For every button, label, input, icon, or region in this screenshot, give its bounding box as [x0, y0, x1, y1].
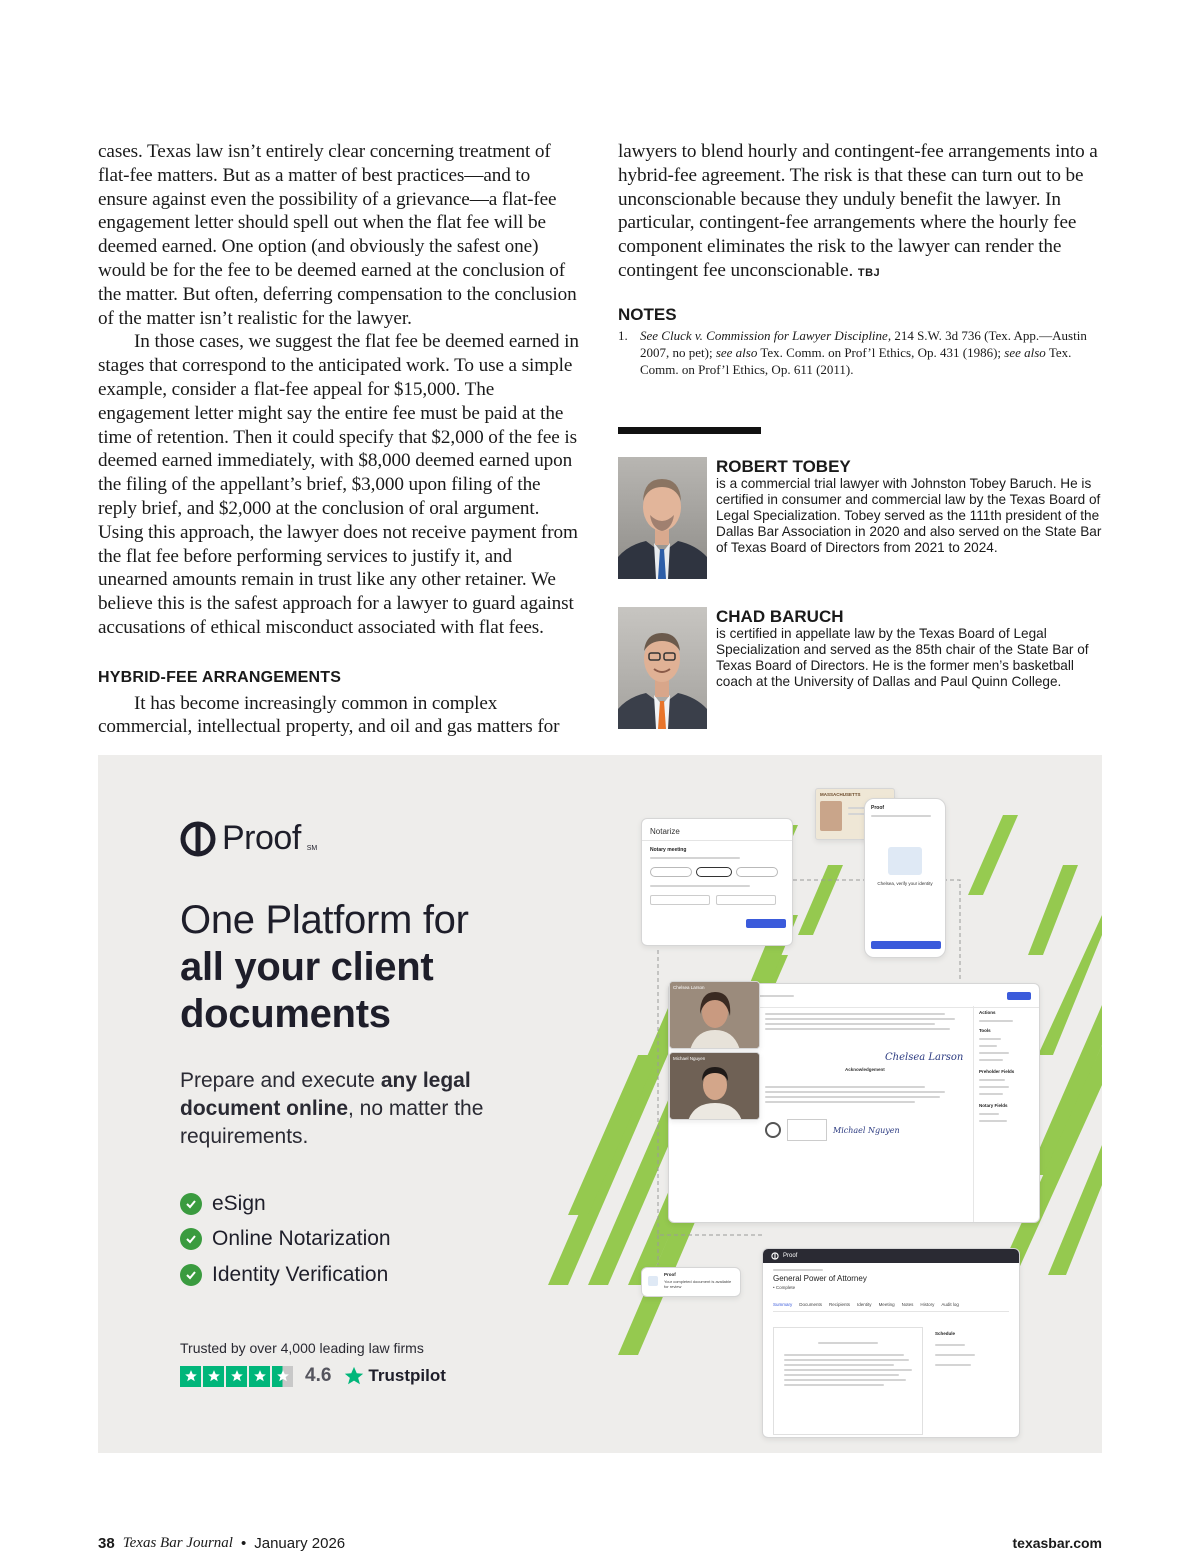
- video-tile: [669, 981, 760, 1049]
- notification-toast[interactable]: [641, 1267, 741, 1297]
- option-pill-selected[interactable]: [696, 867, 732, 877]
- submit-button[interactable]: [746, 919, 786, 928]
- service-mark: SM: [306, 845, 318, 852]
- start-button[interactable]: [871, 941, 941, 949]
- author-bio: [618, 457, 1108, 581]
- date-input[interactable]: [716, 895, 776, 905]
- headline-bold: all your client: [180, 945, 434, 989]
- paragraph: It has become increasingly common in complex commercial, intellectual property, and oil and gas matters for: [98, 692, 560, 738]
- signal: see also: [715, 345, 758, 360]
- signal: see also: [1004, 345, 1046, 360]
- feature-label: Identity Verification: [212, 1263, 389, 1286]
- author-description: is a commercial trial lawyer with Johnston Tobey Baruch. He is certified in consumer and commercial law by the Texas Board of Legal Specialization. Tobey served as the 111th president of the Dallas Bar Association in 2020 and also served on the State Bar of Texas Board of Directors from 2021 to 2024.: [716, 476, 1102, 555]
- tab[interactable]: Summary: [773, 1302, 793, 1307]
- author-description: is certified in appellate law by the Texas Board of Legal Specialization and served as the 85th chair of the State Bar of Texas Board of Directors. He is the former men’s basketball coach at the University of Dallas and Paul Quinn College.: [716, 626, 1089, 689]
- tab[interactable]: Audit log: [941, 1302, 959, 1307]
- headline-bold: documents: [180, 992, 391, 1036]
- notary-stamp: [787, 1119, 827, 1141]
- verify-text: Chelsea, verify your identity: [877, 881, 933, 886]
- notarize-card[interactable]: [641, 818, 793, 946]
- tab[interactable]: Recipients: [829, 1302, 851, 1307]
- tab[interactable]: Notes: [901, 1302, 914, 1307]
- tools-sidebar: [973, 1006, 1040, 1223]
- section-rule: [618, 427, 761, 434]
- verify-illustration: [888, 847, 922, 875]
- participant-name: Chelsea Larson: [673, 985, 705, 990]
- notes-title: NOTES: [618, 305, 677, 324]
- paragraph: In those cases, we suggest the flat fee be deemed earned in stages that correspond to the anticipated work. To use a simple example, consider a flat-fee appeal for $15,000. The engagement letter might say the entire fee must be paid at the time of retention. Then it could specify that $2,000 of the fee is deemed earned immediately, with $8,000 deemed earned upon the filing of the appellant’s brief, $3,000 upon filing of the reply brief, and $2,000 at the conclusion of oral argument. Using this approach, the lawyer does not receive payment from the flat fee before performing services to justify it, and unearned amounts remain in trust like any other retainer. We believe this is the safest approach for a lawyer to guard against accusations of ethical misconduct associated with flat fees.: [98, 331, 579, 638]
- headline-light: One Platform for: [180, 898, 469, 942]
- notification-title: Proof: [664, 1272, 676, 1277]
- paragraph: cases. Texas law isn’t entirely clear concerning treatment of flat-fee matters. But as a matter of best practices—and to ensure against even the possibility of a grievance—a flat-fee engagement letter should spell out when the flat fee will be deemed earned. One option (and obviously the safest one) would be for the fee to be deemed earned at the conclusion of the matter. But often, deferring compensation to the conclusion of the matter isn’t realistic for the lawyer.: [98, 141, 577, 329]
- case-citation: See Cluck v. Commission for Lawyer Discipline,: [640, 328, 892, 343]
- signature-1: Chelsea Larson: [885, 1052, 964, 1063]
- id-state-label: MASSACHUSETTS: [820, 792, 861, 797]
- signature-2: Michael Nguyen: [833, 1125, 900, 1135]
- window-brand: Proof: [783, 1253, 798, 1259]
- tools-label: Tools: [979, 1028, 991, 1033]
- author-name: CHAD BARUCH: [716, 607, 844, 626]
- journal-name: Texas Bar Journal: [122, 1535, 233, 1551]
- tab[interactable]: Meeting: [878, 1302, 895, 1307]
- issue-date: January 2026: [254, 1535, 346, 1552]
- brand-name: Proof: [222, 819, 301, 857]
- paragraph-text: lawyers to blend hourly and contingent-fee arrangements into a hybrid-fee agreement. The risk is that these can turn out to be unconscionable because they unduly benefit the lawyer. In particular, contingent-fee arrangements where the hourly fee component eliminates the risk to the lawyer can render the contingent fee unconscionable.: [618, 141, 1098, 281]
- author-bio: [618, 607, 1108, 731]
- page-number: 38: [98, 1535, 115, 1552]
- tab[interactable]: Identity: [857, 1302, 872, 1307]
- notarize-title: Notarize: [642, 819, 792, 841]
- end-mark: TBJ: [857, 266, 881, 279]
- complete-button[interactable]: [1007, 992, 1031, 1000]
- site-url[interactable]: texasbar.com: [1012, 1535, 1102, 1551]
- participant-name: Michael Nguyen: [673, 1056, 706, 1061]
- author-photo: [618, 457, 707, 579]
- option-pills: [650, 867, 784, 877]
- actions-label: Actions: [979, 1010, 996, 1015]
- notary-seal-icon: [765, 1122, 781, 1138]
- tab[interactable]: Documents: [799, 1302, 823, 1307]
- footnote: [618, 327, 1102, 378]
- trustpilot-label: Trustpilot: [368, 1366, 446, 1385]
- text-placeholder: [650, 857, 740, 859]
- document-tabs: [773, 1302, 1009, 1312]
- text-placeholder: [650, 885, 750, 887]
- trusted-by-text: Trusted by over 4,000 leading law firms: [180, 1340, 424, 1356]
- notary-meeting-label: Notary meeting: [650, 847, 687, 853]
- page-footer: [98, 1535, 345, 1552]
- citation-text: Tex. Comm. on Prof’l Ethics, Op. 611 (2011).: [640, 345, 1072, 377]
- citation-text: Tex. Comm. on Prof’l Ethics, Op. 431 (1986);: [757, 345, 1005, 360]
- article-left-column: [98, 140, 582, 739]
- section-heading: HYBRID-FEE ARRANGEMENTS: [98, 668, 342, 686]
- footnote-number: 1.: [618, 328, 628, 343]
- article-right-column: [618, 140, 1102, 286]
- preholder-fields-label: Preholder Fields: [979, 1069, 1015, 1074]
- notary-fields-label: Notary Fields: [979, 1103, 1008, 1108]
- feature-label: eSign: [212, 1192, 266, 1215]
- sub-text-bold: any legal document online: [180, 1069, 471, 1120]
- notification-text: Your completed document is available for review: [664, 1279, 732, 1289]
- document-page: [765, 1010, 965, 1141]
- date-input[interactable]: [650, 895, 710, 905]
- option-pill[interactable]: [650, 867, 692, 877]
- video-tile: [669, 1052, 760, 1120]
- document-preview: [773, 1327, 923, 1435]
- id-photo: [820, 801, 842, 831]
- footnote-text: [640, 327, 1102, 378]
- option-pill[interactable]: [736, 867, 778, 877]
- sub-text: Prepare and execute: [180, 1069, 381, 1092]
- schedule-panel: [935, 1331, 1015, 1374]
- proof-logo-icon: [771, 1252, 779, 1260]
- sub-text: , no matter the requirements.: [180, 1097, 484, 1148]
- phone-app-label: Proof: [871, 805, 885, 811]
- tab[interactable]: History: [920, 1302, 935, 1307]
- document-summary-window[interactable]: [762, 1248, 1020, 1438]
- rating-score: 4.6: [305, 1365, 332, 1386]
- acknowledgement-label: Acknowledgement: [845, 1067, 885, 1072]
- paragraph: [618, 140, 1102, 286]
- author-name: ROBERT TOBEY: [716, 457, 851, 476]
- separator-bullet: •: [240, 1535, 247, 1552]
- citation-text: 214 S.W. 3d 736 (Tex. App.—Austin 2007, no pet);: [640, 328, 1087, 360]
- proof-advertisement[interactable]: [98, 755, 1102, 1453]
- document-status: • Complete: [773, 1285, 796, 1290]
- document-icon: [648, 1276, 658, 1286]
- author-photo: [618, 607, 707, 729]
- phone-mockup: [864, 798, 946, 958]
- schedule-label: Schedule: [935, 1331, 956, 1336]
- feature-label: Online Notarization: [212, 1227, 391, 1250]
- document-title: General Power of Attorney: [773, 1274, 867, 1283]
